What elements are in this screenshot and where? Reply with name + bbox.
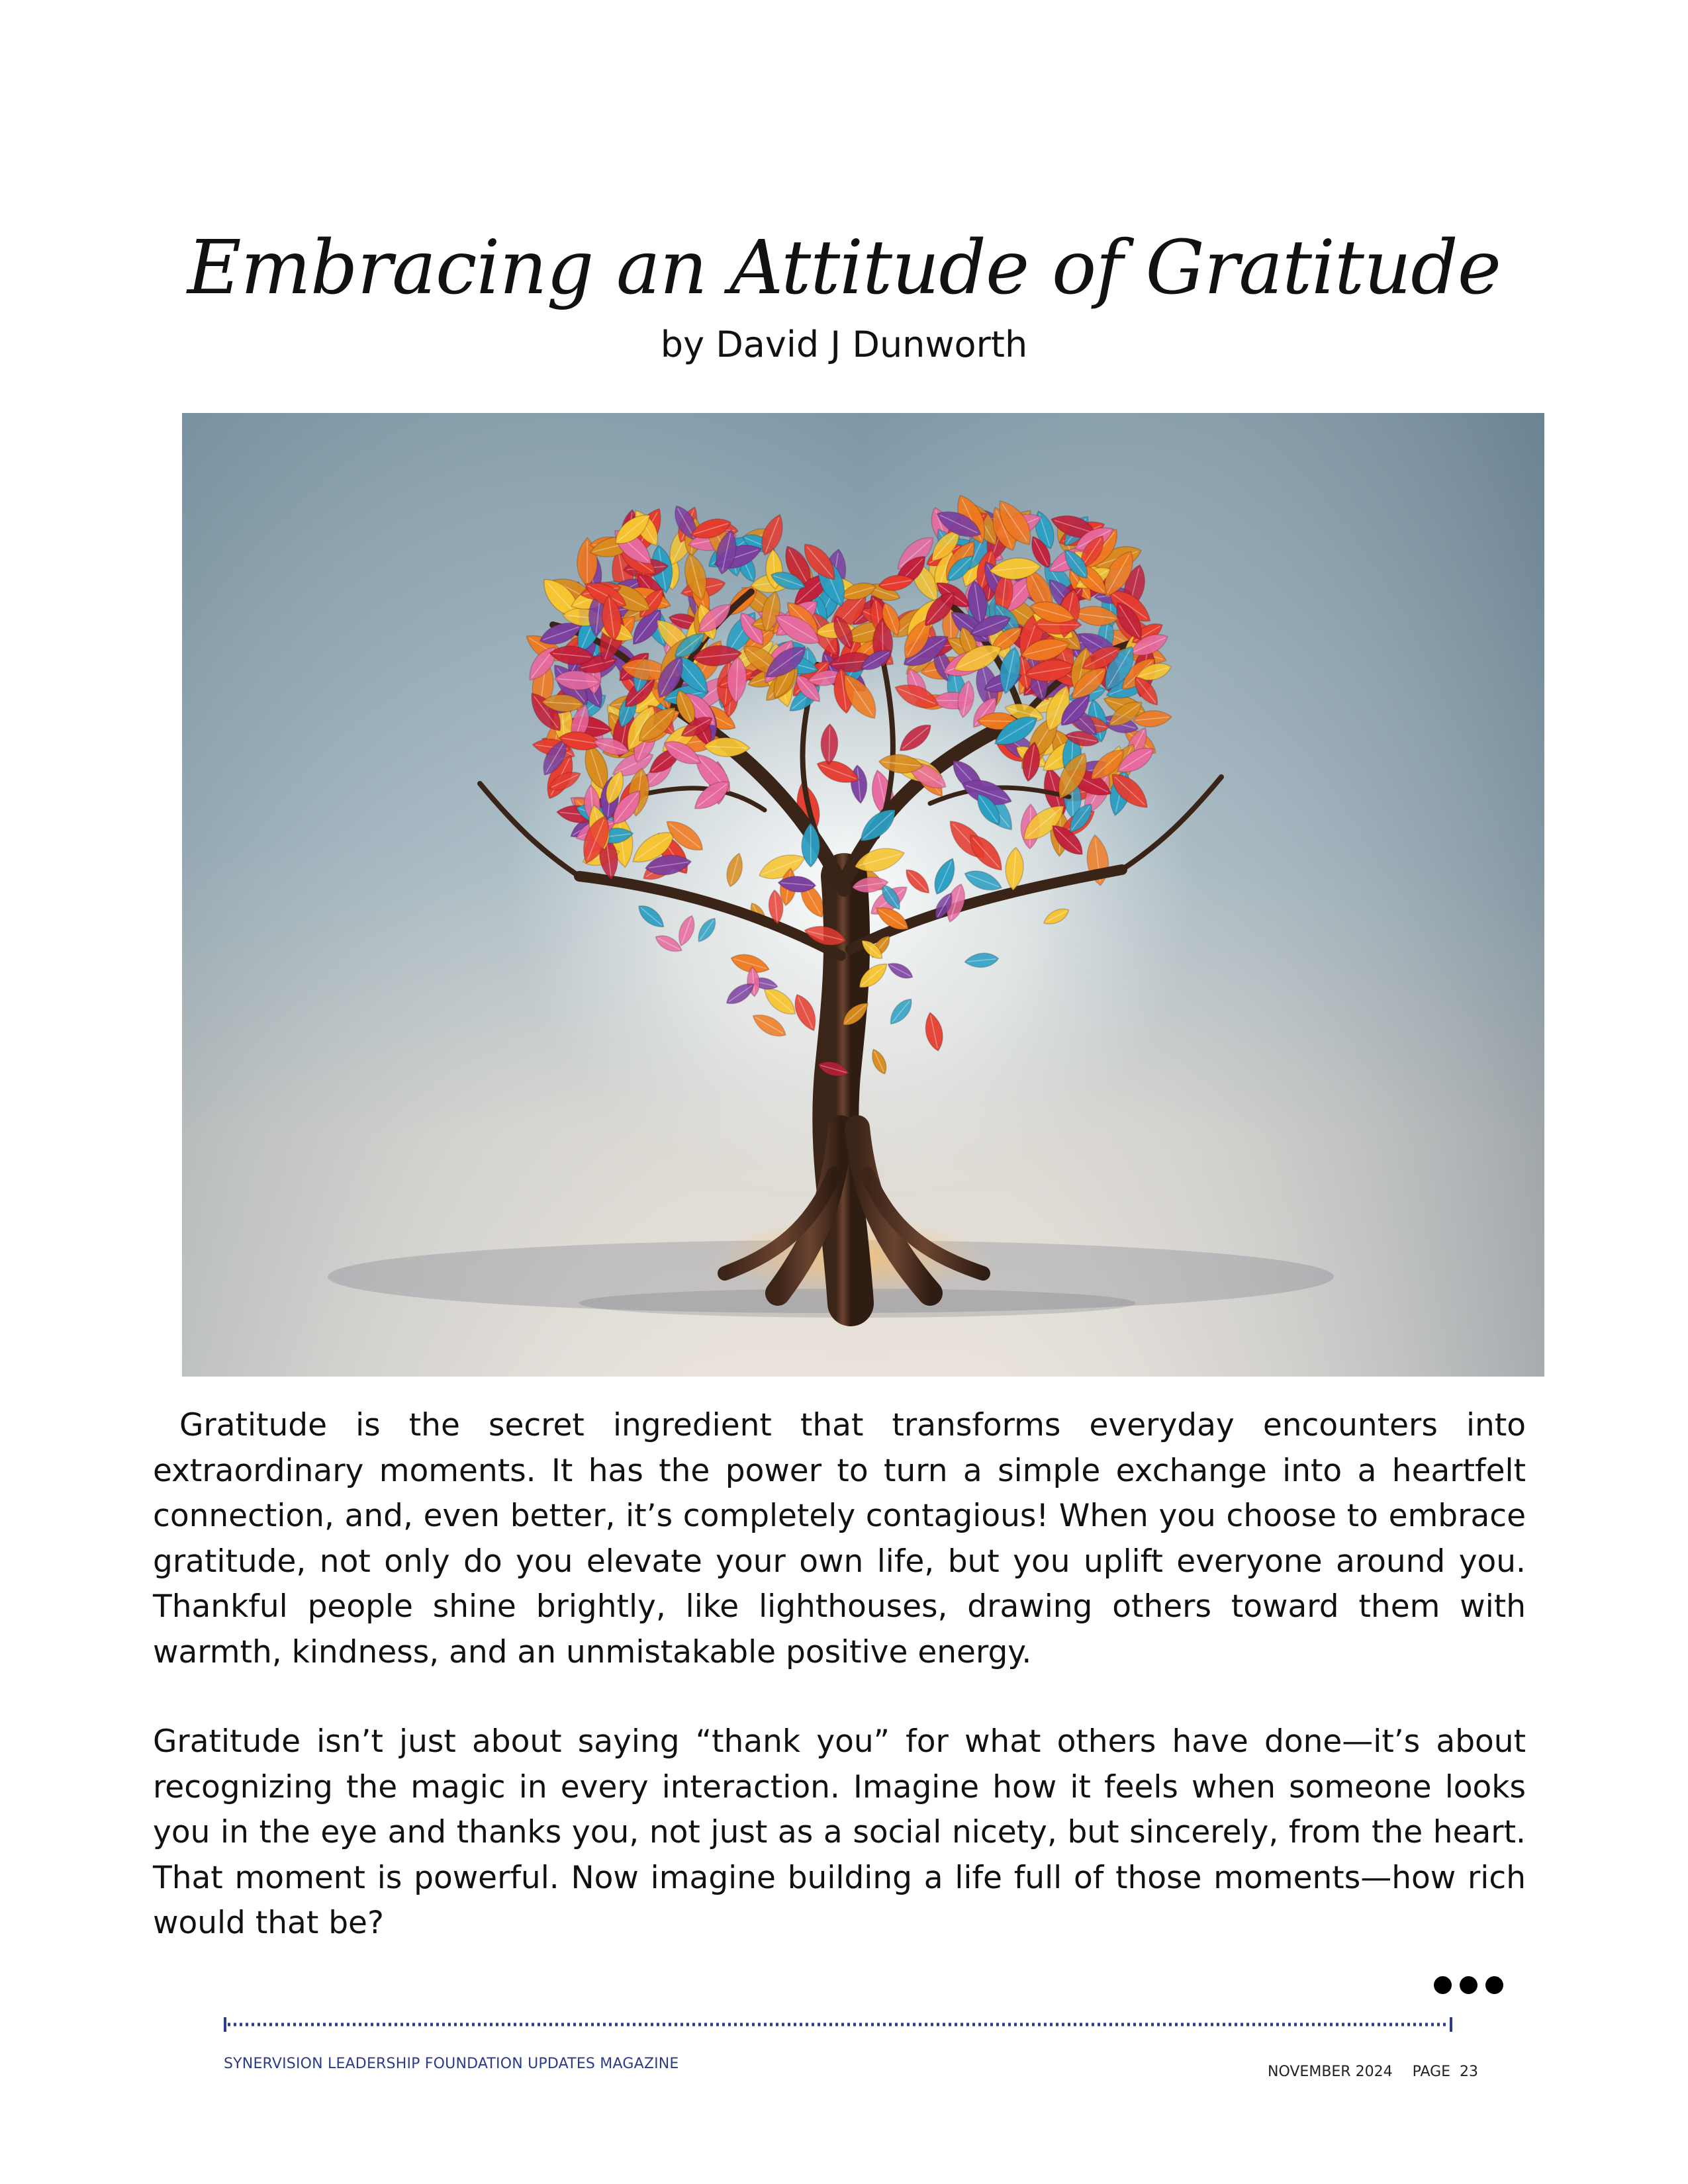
continued-ellipsis-icon bbox=[1434, 1976, 1503, 1995]
hero-image bbox=[182, 413, 1544, 1377]
article-paragraph: Gratitude isn’t just about saying “thank you” for what others have done—it’s about recognizing the magic in every interaction. Imagine how it feels when someone looks you in the eye and thanks you, not just as a social nicety, but sincerely, from the heart. That moment is powerful. Now imagine building a life full of those moments—how rich would that be? bbox=[153, 1723, 1526, 1941]
footer-issue-info bbox=[1268, 2062, 1478, 2082]
issue-date: NOVEMBER 2024 bbox=[1268, 2064, 1393, 2080]
article-byline: by David J Dunworth bbox=[660, 324, 1028, 365]
footer-divider bbox=[224, 2015, 1452, 2034]
dot-icon bbox=[1434, 1976, 1452, 1994]
heart-tree-illustration bbox=[182, 413, 1544, 1377]
dot-icon bbox=[1485, 1976, 1503, 1994]
dot-icon bbox=[1460, 1976, 1477, 1994]
article-paragraph: Gratitude is the secret ingredient that transforms everyday encounters into extraordinary moments. It has the power to turn a simple exchange into a heartfelt connection, and, even better, it’s completely contagious! When you choose to embrace gratitude, not only do you elevate your own life, but you uplift everyone around you. Thankful people shine brightly, like lighthouses, drawing others toward them with warmth, kindness, and an unmistakable positive energy. bbox=[153, 1407, 1526, 1670]
page-number: PAGE 23 bbox=[1412, 2064, 1479, 2080]
magazine-name: SYNERVISION LEADERSHIP FOUNDATION UPDATES MAGAZINE bbox=[224, 2056, 679, 2072]
article-title: Embracing an Attitude of Gratitude bbox=[187, 225, 1501, 311]
